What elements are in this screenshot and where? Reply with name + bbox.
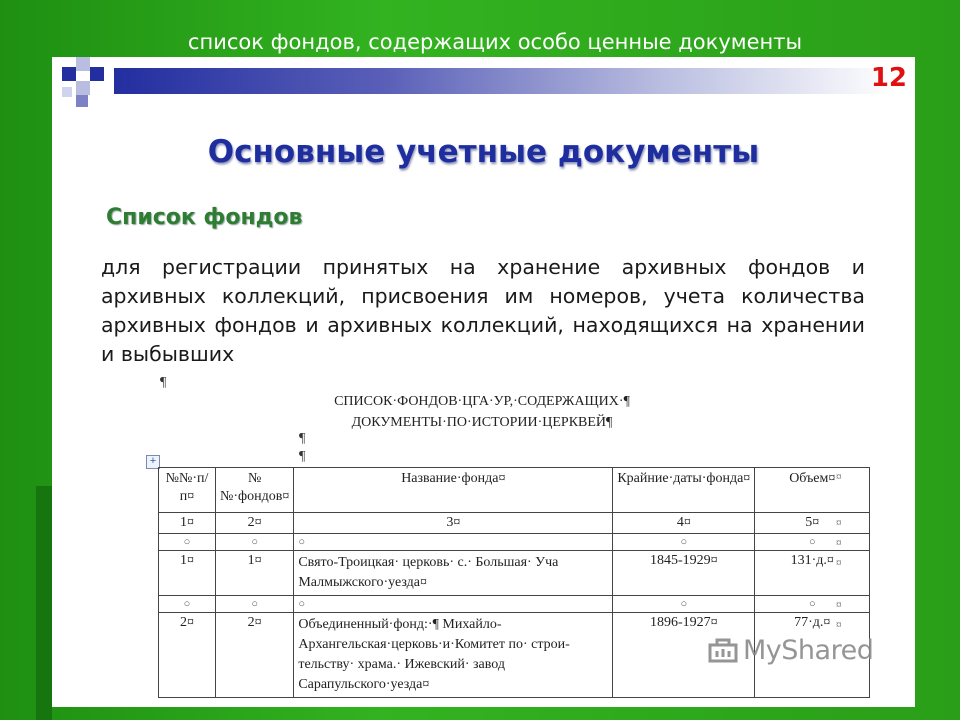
header-gradient-bar	[114, 68, 894, 94]
table-cell: 1896-1927¤	[613, 613, 755, 698]
table-cell: 131·д.¤	[755, 551, 870, 596]
table-cell: ○	[159, 596, 216, 613]
header-cell: №№·фондов¤	[216, 468, 294, 513]
header-cell: №№·п/п¤	[159, 468, 216, 513]
header-cell: Крайние·даты·фонда¤	[613, 468, 755, 513]
table-cell: ○	[613, 596, 755, 613]
pilcrow-mark: ¶	[160, 375, 167, 390]
table-cell: 2¤	[216, 613, 294, 698]
table-cell: ○	[216, 596, 294, 613]
slide-heading: Основные учетные документы	[207, 134, 760, 170]
row-end-mark: ¤	[836, 619, 842, 631]
table-move-handle-icon[interactable]: +	[146, 455, 160, 469]
slide	[52, 57, 915, 707]
table-numbering-row	[159, 513, 870, 534]
table-empty-row	[159, 534, 870, 551]
document-title-line1: СПИСОК·ФОНДОВ·ЦГА·УР,·СОДЕРЖАЩИХ·¶	[334, 394, 630, 409]
slide-number: 12	[870, 63, 907, 93]
table-empty-row	[159, 596, 870, 613]
table-cell: ○	[216, 534, 294, 551]
document-title	[272, 391, 692, 433]
table-cell: 1845-1929¤	[613, 551, 755, 596]
slide-shadow-edge	[36, 486, 52, 720]
decor-square	[76, 57, 90, 71]
decor-square	[90, 67, 104, 81]
decor-square	[76, 95, 88, 107]
table-cell: 3¤	[294, 513, 613, 534]
table-cell-fund-name: Объединенный·фонд:·¶ Михайло-Архангельская·церковь·и·Комитет по· строи-тельству· храма.· Ижевский· завод Сарапульского·уезда¤	[294, 613, 613, 698]
table-row	[159, 551, 870, 596]
header-cell: Объем¤	[755, 468, 870, 513]
pilcrow-mark: ¶	[299, 449, 306, 464]
table-cell: ○	[294, 596, 613, 613]
watermark-text: MyShared	[743, 635, 874, 666]
row-end-mark: ¤	[836, 557, 842, 569]
table-cell: ○	[159, 534, 216, 551]
decor-square	[76, 81, 90, 95]
table-cell: ○	[755, 596, 870, 613]
table-cell: 1¤	[216, 551, 294, 596]
table-cell: 5¤	[755, 513, 870, 534]
presentation-title: список фондов, содержащих особо ценные документы	[187, 30, 803, 54]
slide-description: для регистрации принятых на хранение архивных фондов и архивных коллекций, присвоения им номеров, учета количества архивных фондов и архивных коллекций, находящихся на хранении и выбывших	[101, 255, 865, 366]
decor-square	[62, 87, 72, 97]
pilcrow-mark: ¶	[299, 431, 306, 446]
table-cell: ○	[755, 534, 870, 551]
table-cell: ○	[294, 534, 613, 551]
watermark-logo-icon	[707, 637, 739, 667]
document-title-line2: ДОКУМЕНТЫ·ПО·ИСТОРИИ·ЦЕРКВЕЙ¶	[351, 415, 613, 430]
slide-subheading: Список фондов	[106, 205, 303, 230]
table-header-row	[159, 468, 870, 513]
header-cell: Название·фонда¤	[294, 468, 613, 513]
table-cell: 4¤	[613, 513, 755, 534]
table-cell: 1¤	[159, 513, 216, 534]
row-end-mark: ¤	[836, 471, 842, 483]
table-cell: 1¤	[159, 551, 216, 596]
watermark	[707, 635, 873, 667]
table-cell: 77·д.¤	[755, 613, 870, 698]
table-cell-fund-name: Свято-Троицкая· церковь· с.· Большая· Уча Малмыжского·уезда¤	[294, 551, 613, 596]
decor-square	[62, 67, 76, 81]
table-cell: ○	[613, 534, 755, 551]
table-cell: 2¤	[159, 613, 216, 698]
row-end-mark: ¤	[836, 599, 842, 611]
row-end-mark: ¤	[836, 517, 842, 529]
row-end-mark: ¤	[836, 537, 842, 549]
table-cell: 2¤	[216, 513, 294, 534]
